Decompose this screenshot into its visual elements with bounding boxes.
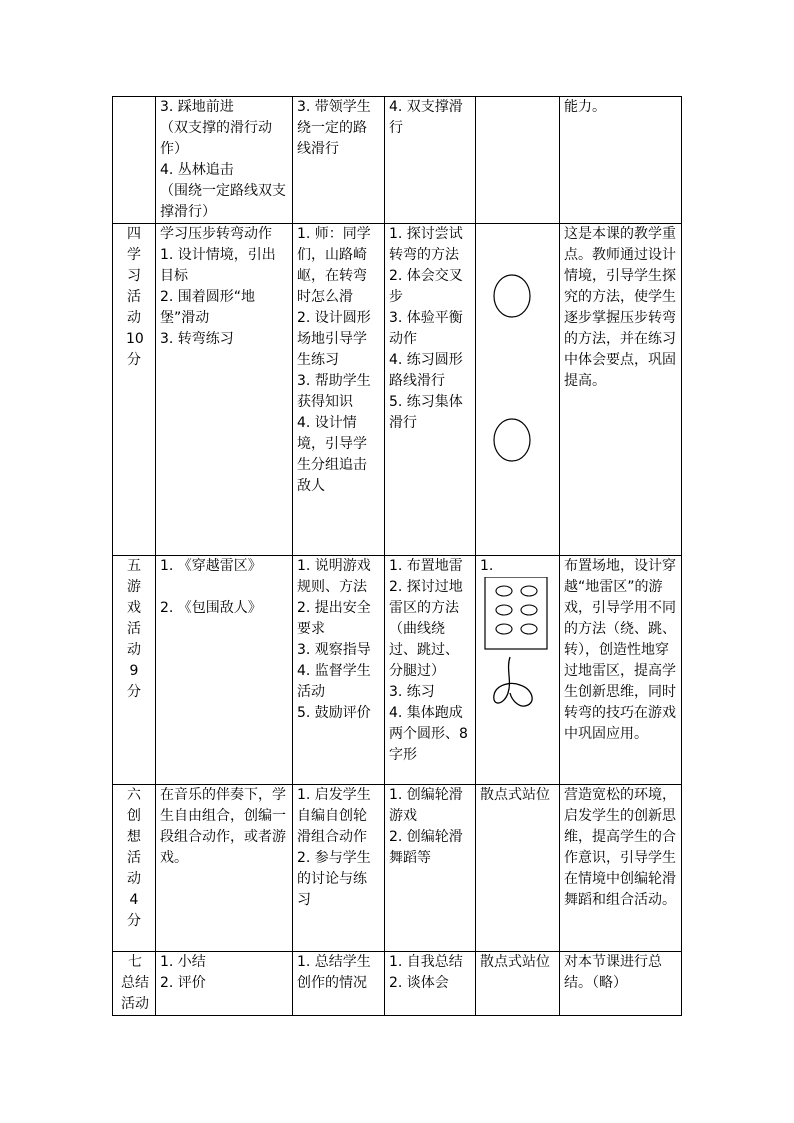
circle-field-bottom [494, 419, 530, 461]
teacher-cell: 1. 启发学生自编自创轮滑组合动作 2. 参与学生的讨论与练习 [293, 785, 385, 952]
teacher-cell: 1. 师：同学们，山路崎岖，在转弯时怎么滑 2. 设计圆形场地引导学生练习 3. 帮助学生获得知识 4. 设计情境，引导学生分组追击敌人 [293, 224, 385, 556]
intent-cell: 能力。 [560, 97, 682, 224]
mine-mark [496, 624, 512, 634]
student-cell: 1. 创编轮滑游戏 2. 创编轮滑舞蹈等 [385, 785, 476, 952]
minefield-diagram [480, 577, 555, 727]
table-row [113, 952, 682, 1016]
organization-cell [476, 556, 560, 785]
mine-mark [521, 605, 537, 615]
organization-cell: 散点式站位 [476, 785, 560, 952]
intent-cell: 这是本课的教学重点。教师通过设计情境，引导学生探究的方法，使学生逐步掌握压步转弯的方法，并在练习中体会要点，巩固提高。 [560, 224, 682, 556]
content-cell: 在音乐的伴奏下，学生自由组合，创编一段组合动作，或者游戏。 [156, 785, 293, 952]
table-row [113, 556, 682, 785]
student-cell: 1. 自我总结 2. 谈体会 [385, 952, 476, 1016]
circle-field-top [494, 275, 530, 317]
intent-cell: 布置场地，设计穿越“地雷区”的游戏，引导学用不同的方法（绕、跳、转），创造性地穿过地雷区，提高学生创新思维，同时转弯的技巧在游戏中巩固应用。 [560, 556, 682, 785]
intent-cell: 营造宽松的环境，启发学生的创新思维，提高学生的合作意识，引导学生在情境中创编轮滑舞蹈和组合活动。 [560, 785, 682, 952]
stage-cell: 四 学 习 活 动 10 分 [113, 224, 156, 556]
student-cell: 4. 双支撑滑行 [385, 97, 476, 224]
content-cell: 学习压步转弯动作 1. 设计情境，引出目标 2. 围着圆形“地堡”滑动 3. 转弯练习 [156, 224, 293, 556]
intent-cell: 对本节课进行总结。（略） [560, 952, 682, 1016]
student-cell: 1. 探讨尝试转弯的方法 2. 体会交叉步 3. 体验平衡动作 4. 练习圆形路线滑行 5. 练习集体滑行 [385, 224, 476, 556]
mine-mark [521, 586, 537, 596]
figure-eight-path [494, 657, 532, 706]
table-row [113, 224, 682, 556]
stage-cell: 五 游 戏 活 动 9 分 [113, 556, 156, 785]
circle-field-diagram [480, 224, 555, 554]
teacher-cell: 3. 带领学生绕一定的路线滑行 [293, 97, 385, 224]
organization-label: 1. [480, 558, 494, 574]
teacher-cell: 1. 说明游戏规则、方法 2. 提出安全要求 3. 观察指导 4. 监督学生活动 5. 鼓励评价 [293, 556, 385, 785]
mine-mark [496, 586, 512, 596]
table-row [113, 97, 682, 224]
mine-mark [521, 624, 537, 634]
stage-cell: 七 总结 活动 [113, 952, 156, 1016]
content-cell: 1. 《穿越雷区》 2. 《包围敌人》 [156, 556, 293, 785]
teacher-cell: 1. 总结学生创作的情况 [293, 952, 385, 1016]
lesson-plan-table [112, 96, 682, 1016]
table-row [113, 785, 682, 952]
stage-cell: 六 创 想 活 动 4 分 [113, 785, 156, 952]
stage-cell [113, 97, 156, 224]
minefield-box [485, 577, 547, 649]
content-cell: 3. 踩地前进 （双支撑的滑行动作） 4. 丛林追击 （围绕一定路线双支撑滑行） [156, 97, 293, 224]
student-cell: 1. 布置地雷 2. 探讨过地雷区的方法（曲线绕过、跳过、分腿过） 3. 练习 4. 集体跑成两个圆形、8字形 [385, 556, 476, 785]
content-cell: 1. 小结 2. 评价 [156, 952, 293, 1016]
organization-cell [476, 97, 560, 224]
organization-cell: 散点式站位 [476, 952, 560, 1016]
mine-mark [496, 605, 512, 615]
organization-cell [476, 224, 560, 556]
